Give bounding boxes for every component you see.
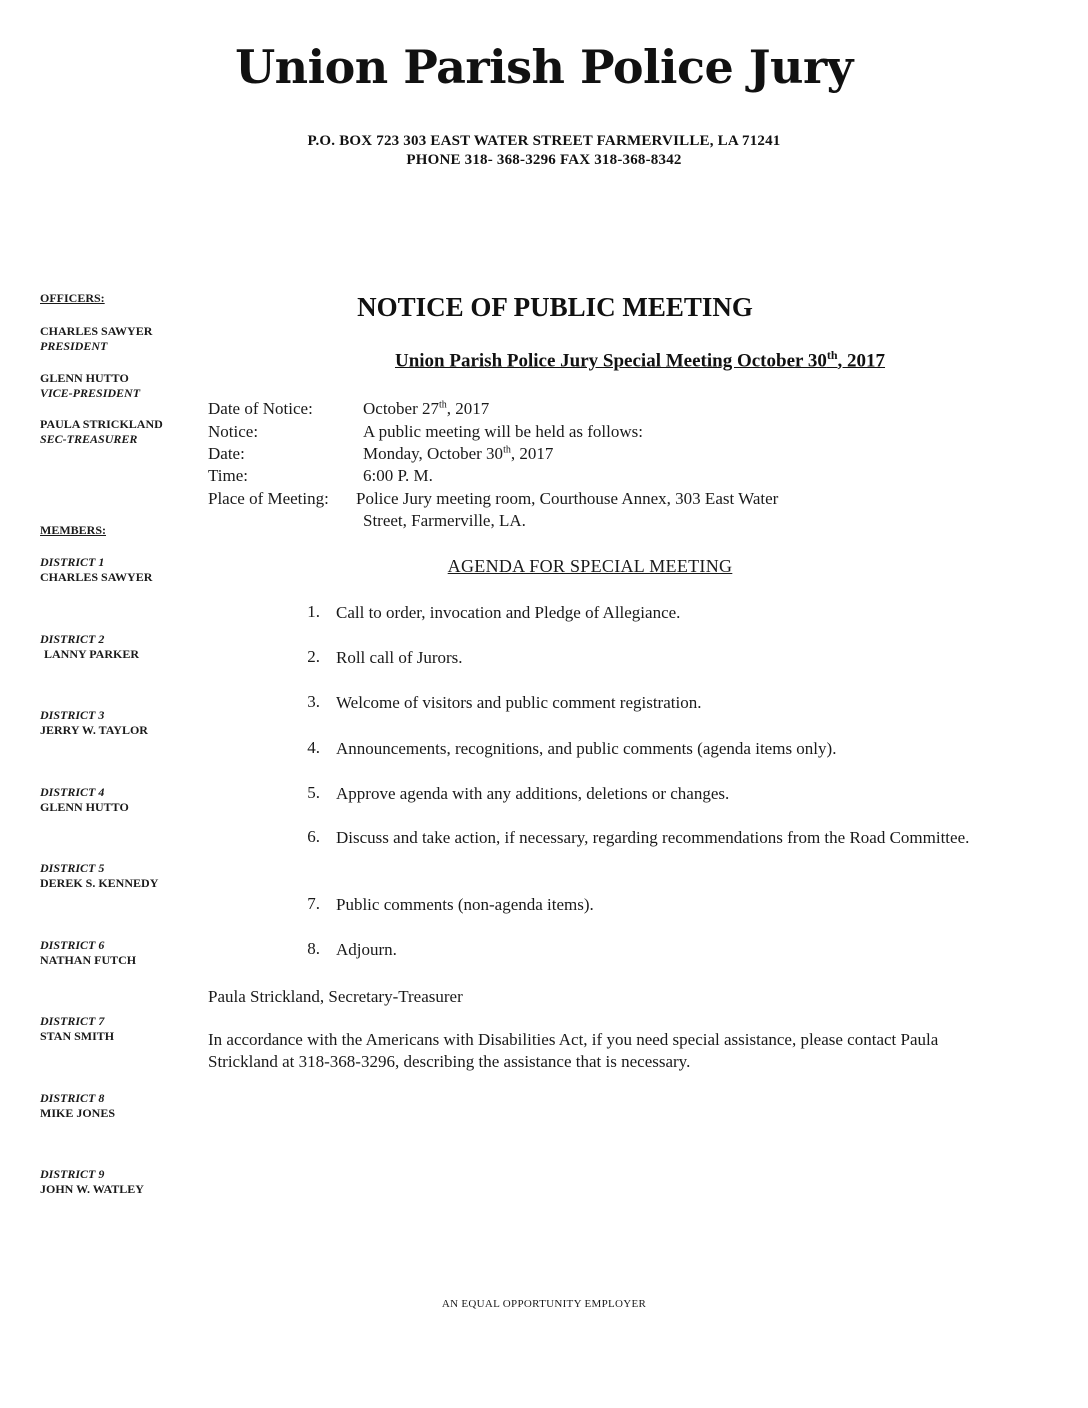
member-name: NATHAN FUTCH xyxy=(40,953,137,967)
agenda-item-text: Discuss and take action, if necessary, regarding recommendations from the Road Committee. xyxy=(336,828,970,847)
place-label: Place of Meeting: xyxy=(208,489,329,508)
member-district: DISTRICT 3 xyxy=(40,708,105,722)
signature-line: Paula Strickland, Secretary-Treasurer xyxy=(208,987,463,1006)
place-value-line1: Police Jury meeting room, Courthouse Annex, 303 East Water xyxy=(356,489,779,508)
member-name: JERRY W. TAYLOR xyxy=(40,723,148,737)
agenda-item-number: 8. xyxy=(307,939,320,958)
member-district: DISTRICT 8 xyxy=(40,1091,105,1105)
agenda-heading: AGENDA FOR SPECIAL MEETING xyxy=(447,556,733,576)
time-value: 6:00 P. M. xyxy=(363,466,433,485)
member-district: DISTRICT 1 xyxy=(40,555,105,569)
agenda-item-number: 7. xyxy=(307,894,320,913)
member-name: CHARLES SAWYER xyxy=(40,570,153,584)
member-district: DISTRICT 2 xyxy=(40,632,105,646)
notice-value: A public meeting will be held as follows: xyxy=(363,422,643,441)
date-label: Date: xyxy=(208,444,245,463)
agenda-item-number: 2. xyxy=(307,647,320,666)
notice-title: NOTICE OF PUBLIC MEETING xyxy=(357,292,753,322)
member-name: STAN SMITH xyxy=(40,1029,115,1043)
agenda-item-text: Adjourn. xyxy=(336,940,397,959)
place-value-line2: Street, Farmerville, LA. xyxy=(363,511,526,530)
time-label: Time: xyxy=(208,466,249,485)
footer-equal-opportunity: AN EQUAL OPPORTUNITY EMPLOYER xyxy=(441,1298,647,1310)
subtitle-year: , 2017 xyxy=(837,350,886,372)
member-name: JOHN W. WATLEY xyxy=(40,1182,144,1196)
agenda-item-text: Roll call of Jurors. xyxy=(336,648,463,667)
date-of-notice-text: October 27 xyxy=(363,399,440,418)
agenda-item-number: 3. xyxy=(307,692,320,711)
agenda-item-number: 5. xyxy=(307,783,320,802)
officer-name: PAULA STRICKLAND xyxy=(40,417,163,431)
agenda-item-text: Call to order, invocation and Pledge of Allegiance. xyxy=(336,603,681,622)
agenda-item-number: 6. xyxy=(307,827,320,846)
date-ordinal: th xyxy=(503,444,511,456)
ada-notice: In accordance with the Americans with Disabilities Act, if you need special assistance, please contact Paula Strickland at 318-368-3296, describing the assistance that is necessary. xyxy=(208,1030,939,1071)
officers-heading: OFFICERS: xyxy=(40,291,105,305)
officer-name: GLENN HUTTO xyxy=(40,371,129,385)
officer-role: VICE-PRESIDENT xyxy=(40,386,141,400)
member-district: DISTRICT 4 xyxy=(40,785,105,799)
date-of-notice-value xyxy=(363,399,489,419)
date-year: , 2017 xyxy=(510,444,554,463)
member-district: DISTRICT 9 xyxy=(40,1167,105,1181)
agenda-item-text: Approve agenda with any additions, deletions or changes. xyxy=(336,784,730,803)
member-district: DISTRICT 6 xyxy=(40,938,105,952)
agenda-item-number: 1. xyxy=(307,602,320,621)
agenda-item-number: 4. xyxy=(307,738,320,757)
date-of-notice-ordinal: th xyxy=(439,399,447,411)
member-district: DISTRICT 5 xyxy=(40,861,105,875)
date-of-notice-label: Date of Notice: xyxy=(208,399,313,418)
member-district: DISTRICT 7 xyxy=(40,1014,105,1028)
date-of-notice-year: , 2017 xyxy=(446,399,490,418)
member-name: LANNY PARKER xyxy=(44,647,139,661)
member-name: GLENN HUTTO xyxy=(40,800,129,814)
member-name: MIKE JONES xyxy=(40,1106,116,1120)
agenda-item-text: Welcome of visitors and public comment registration. xyxy=(336,693,702,712)
agenda-item-text: Announcements, recognitions, and public comments (agenda items only). xyxy=(336,739,837,758)
notice-label: Notice: xyxy=(208,422,259,441)
organization-name: Union Parish Police Jury xyxy=(235,40,853,94)
officer-role: SEC-TREASURER xyxy=(40,432,138,446)
date-value xyxy=(363,444,553,464)
officer-name: CHARLES SAWYER xyxy=(40,324,153,338)
address-line: P.O. BOX 723 303 EAST WATER STREET FARMERVILLE, LA 71241 xyxy=(307,133,781,149)
phone-fax-line: PHONE 318- 368-3296 FAX 318-368-8342 xyxy=(406,152,682,168)
subtitle-ordinal: th xyxy=(826,348,838,362)
meeting-subtitle xyxy=(300,348,980,372)
agenda-item-text: Public comments (non-agenda items). xyxy=(336,895,594,914)
subtitle-text: Union Parish Police Jury Special Meeting October 30 xyxy=(394,350,827,372)
member-name: DEREK S. KENNEDY xyxy=(40,876,159,890)
date-text: Monday, October 30 xyxy=(363,444,504,463)
officer-role: PRESIDENT xyxy=(40,339,108,353)
members-heading: MEMBERS: xyxy=(40,523,106,537)
